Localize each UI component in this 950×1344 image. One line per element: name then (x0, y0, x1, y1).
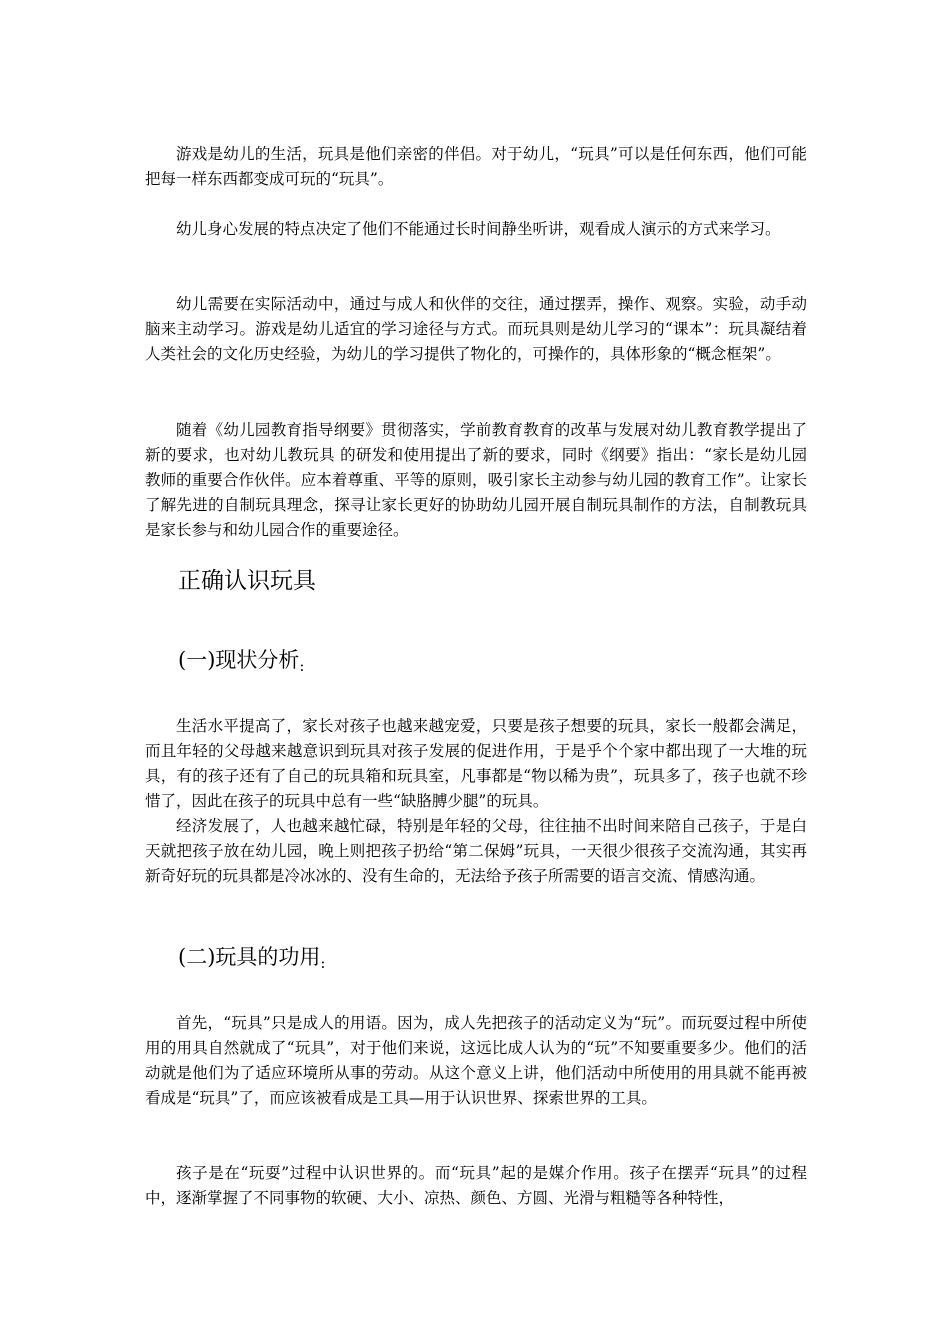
paragraph-status-2: 经济发展了，人也越来越忙碌，特别是年轻的父母，往往抽不出时间来陪自己孩子，于是白天就把孩子放在幼儿园，晚上则把孩子扔给“第二保姆”玩具，一天很少很孩子交流沟通，其实再新奇好玩的玩具都是冷冰冰的、没有生命的，无法给予孩子所需要的语言交流、情感沟通。 (145, 817, 807, 885)
subheading-function (178, 943, 325, 977)
paragraph-development: 幼儿身心发展的特点决定了他们不能通过长时间静坐听讲，观看成人演示的方式来学习。 (176, 220, 781, 238)
subheading-status (178, 646, 304, 680)
paragraph-status-1: 生活水平提高了，家长对孩子也越来越宠爱，只要是孩子想要的玩具，家长一般都会满足，而且年轻的父母越来越意识到玩具对孩子发展的促进作用，于是乎个个家中都出现了一大堆的玩具，有的孩子还有了自己的玩具箱和玩具室，凡事都是“物以稀为贵”，玩具多了，孩子也就不珍惜了，因此在孩子的玩具中总有一些“缺胳膊少腿”的玩具。 (145, 717, 807, 810)
paragraph-function-2: 孩子是在“玩耍”过程中认识世界的。而“玩具”起的是媒介作用。孩子在摆弄“玩具”的过程中，逐渐掌握了不同事物的软硬、大小、凉热、颜色、方圆、光滑与粗糙等各种特性， (145, 1164, 807, 1207)
subheading-status-text: (一)现状分析 (178, 648, 300, 672)
section-heading: 正确认识玩具 (178, 568, 316, 594)
subheading-colon: : (299, 657, 305, 675)
paragraph-intro: 游戏是幼儿的生活，玩具是他们亲密的伴侣。对于幼儿，“玩具”可以是任何东西，他们可能把每一样东西都变成可玩的“玩具”。 (145, 145, 807, 188)
paragraph-learning: 幼儿需要在实际活动中，通过与成人和伙伴的交往，通过摆弄，操作、观察。实验，动手动脑来主动学习。游戏是幼儿适宜的学习途径与方式。而玩具则是幼儿学习的“课本”：玩具凝结着人类社会的文化历史经验，为幼儿的学习提供了物化的，可操作的，具体形象的“概念框架”。 (145, 295, 807, 363)
paragraph-function-1: 首先，“玩具”只是成人的用语。因为，成人先把孩子的活动定义为“玩”。而玩耍过程中所使用的用具自然就成了“玩具”，对于他们来说，这远比成人认为的“玩”不知要重要多少。他们的活动就是他们为了适应环境所从事的劳动。从这个意义上讲，他们活动中所使用的用具就不能再被看成是“玩具”了，而应该被看成是工具—用于认识世界、探索世界的工具。 (145, 1014, 807, 1107)
subheading-function-text: (二)玩具的功用 (178, 945, 321, 969)
subheading-colon: : (320, 954, 326, 972)
paragraph-guideline: 随着《幼儿园教育指导纲要》贯彻落实，学前教育教育的改革与发展对幼儿教育教学提出了新的要求，也对幼儿教玩具 的研发和使用提出了新的要求，同时《纲要》指出：“家长是幼儿园教师的重要合作伙伴。应本着尊重、平等的原则，吸引家长主动参与幼儿园的教育工作”。让家长了解先进的自制玩具理念，探寻让家长更好的协助幼儿园开展自制玩具制作的方法，自制教玩具是家长参与和幼儿园合作的重要途径。 (145, 421, 807, 539)
